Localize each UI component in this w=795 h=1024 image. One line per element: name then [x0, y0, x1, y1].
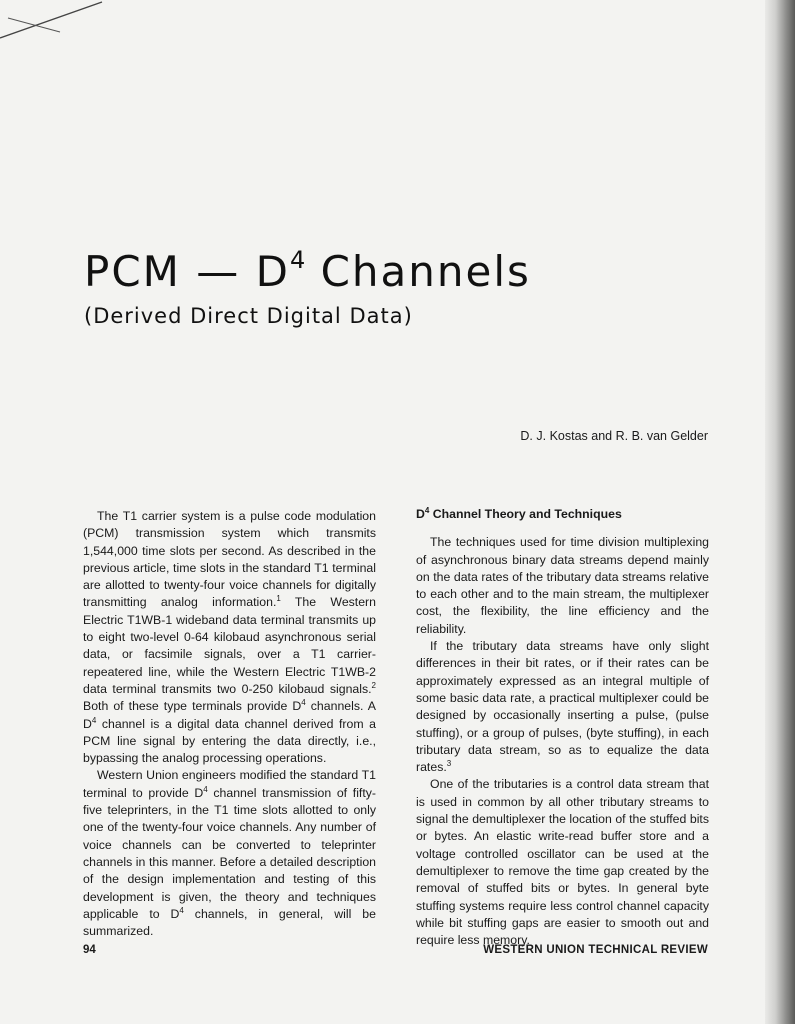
corner-fold-mark — [0, 0, 110, 50]
page-binding-shadow — [765, 0, 795, 1024]
paragraph: One of the tributaries is a control data stream that is used in common by all other tributary streams to signal the demultiplexer the location of the stuffed bits or bytes. An elastic write-read buffer store and a voltage controlled oscillator can be used at the demultiplexer to remove the time gap created by the removal of stuffed bits or bytes. In general byte stuffing systems require less control channel capacity while bit stuffing gaps are easier to smooth out and require less memory. — [416, 777, 709, 948]
paragraph: The T1 carrier system is a pulse code modulation (PCM) transmission system which transmits 1,544,000 time slots per second. As described in the previous article, time slots in the standard T1 terminal are allotted to twenty-four voice channels for digitally transmitting analog information.$^1$ The Western Electric T1WB-1 wideband data terminal transmits up to eight two-level 0-64 kilobaud asynchronous serial data, or facsimile signals, over a T1 carrier-repeatered line, while the Western Electric T1WB-2 data terminal transmits two 0-250 kilobaud signals.$^2$ Both of these type terminals provide $D^4$ channels. A $D^4$ channel is a digital data channel derived from a PCM line signal by entering the data directly, i.e., bypassing the analog processing operations. — [83, 509, 376, 766]
article-subtitle: (Derived Direct Digital Data) — [84, 304, 413, 328]
article-title: PCM — $D^4$ Channels — [84, 246, 531, 296]
section-heading: $D^4$ Channel Theory and Techniques — [416, 506, 622, 521]
paragraph: Western Union engineers modified the standard T1 terminal to provide $D^4$ channel transmission of fifty-five teleprinters, in the T1 time slots allotted to only one of the twenty-four voice channels. Any number of voice channels can be converted to teleprinter channels in this manner. Before a detailed description of the design implementation and testing of this development is given, the theory and techniques applicable to $D^4$ channels, in general, will be summarized. — [83, 768, 376, 939]
journal-footer: WESTERN UNION TECHNICAL REVIEW — [483, 944, 708, 956]
paragraph: The techniques used for time division multiplexing of asynchronous binary data streams depend mainly on the data rates of the tributary data streams relative to each other and to the main stream, the multiplexer cost, the flexibility, the line efficiency and the reliability. — [416, 535, 709, 636]
page-number: 94 — [83, 944, 96, 956]
right-text-column — [416, 506, 709, 949]
paragraph: If the tributary data streams have only slight differences in their bit rates, or if their rates can be approximately expressed as an integral multiple of some basic data rate, a practical multiplexer could be designed by occasionally inserting a pulse, (pulse stuffing), or a group of pulses, (byte stuffing), in each tributary data stream, so as to equalize the data rates.$^3$ — [416, 639, 709, 775]
author-byline: D. J. Kostas and R. B. van Gelder — [520, 429, 708, 443]
left-text-column — [83, 508, 376, 940]
